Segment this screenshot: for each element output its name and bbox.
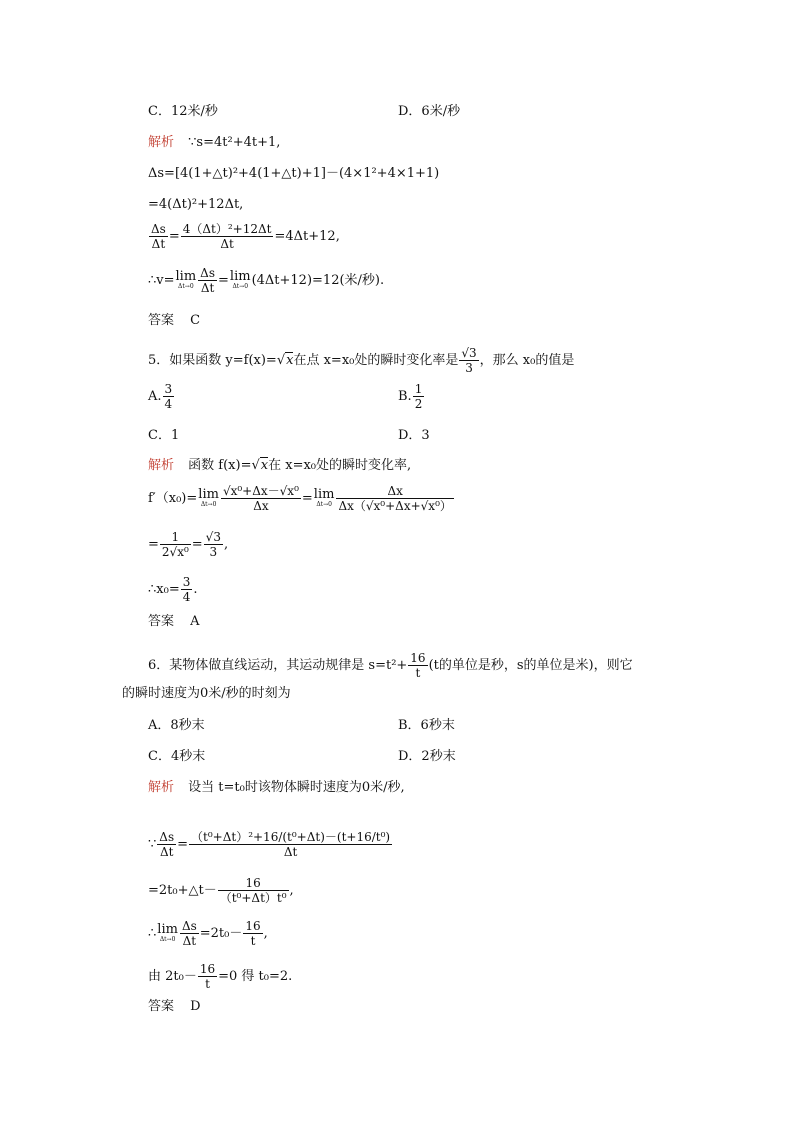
q4-analysis-line-2: Δs=[4(1+△t)²+4(1+△t)+1]－(4×1²+4×1+1) [148,166,440,181]
q4-analysis-line-1 [148,135,280,151]
q5-option-b: B. $\frac{1}{2}$ [398,382,423,411]
q6-analysis-label: 解析 [148,780,175,795]
q4-limit-fraction: $\frac{\Delta s}{\Delta t}$ [200,266,215,295]
q5-answer-line [148,614,200,630]
q4-analysis-line-3: =4(Δt)²+12Δt, [148,197,244,212]
q6-analysis-line-1: 解析 设当 t=t₀时该物体瞬时速度为0米/秒, [148,780,405,795]
q4-limit-2: lim Δt→0 [229,269,251,290]
q5-analysis-line-4: ∴x₀= $\frac{3}{4}$ . [148,575,198,604]
q5-analysis-line-1: 解析 函数 f(x)=√x在 x=x₀处的瞬时变化率, [148,458,412,473]
q5-analysis-line-3: = $\frac{1}{\text{2√x⁰}}$ = $\frac{√3}{3}$ , [148,530,229,559]
q4-answer: C [190,313,201,328]
q6-analysis-line-4: ∴ lim Δt→0 $\frac{\Delta s}{\Delta t}$ =2t₀－ $\frac{16}{t}$ , [148,919,268,948]
q4-analysis-line-5: ∴v= lim Δt→0 $\frac{\Delta s}{\Delta t}$ = lim Δt→0 (4Δt+12)=12(米/秒). [148,266,385,295]
q4-option-c: C．12米/秒 [148,104,218,119]
q5-stem: 5．如果函数 y=f(x)=√x在点 x=x₀处的瞬时变化率是 $\frac{√3}{3}$ ，那么 x₀的值是 [148,346,575,375]
q5-option-a: A. $\frac{3}{4}$ [148,382,173,411]
q6-analysis-line-3: =2t₀+△t－ $\frac{16}{\text{（t⁰+Δt）t⁰}}$ , [148,876,294,905]
q4-fraction-lhs: $\frac{\Delta s}{\Delta t}$ [151,222,166,251]
q5-deriv-fraction-1: $\frac{\text{√x⁰+Δx－√x⁰}}{\Delta x}$ [222,484,299,513]
q5-answer: A [190,614,200,629]
q6-answer-label: 答案 [148,999,175,1014]
q5-answer-label: 答案 [148,614,175,629]
q5-option-c: C．1 [148,428,180,443]
q6-answer-line [148,999,201,1015]
q5-option-d: D．3 [398,428,430,443]
q6-analysis-line-2: ∵ $\frac{\Delta s}{\Delta t}$ = $\frac{\text{（t⁰+Δt）²+16/(t⁰+Δt)－(t+16/t⁰)}}{\Delta t}$ [148,830,391,859]
q4-answer-label: 答案 [148,313,175,328]
q4-analysis-line-4: $\frac{\Delta s}{\Delta t}$ = $\frac{\text{4（Δt）²+12Δt}}{\Delta t}$ =4Δt+12, [151,222,340,251]
q6-stem-line-1: 6．某物体做直线运动，其运动规律是 s=t²+ $\frac{16}{t}$ (t的单位是秒，s的单位是米)，则它 [148,651,633,680]
q4-fraction-rhs: $\frac{\text{4（Δt）²+12Δt}}{\Delta t}$ [182,222,272,251]
q5-analysis-label: 解析 [148,458,175,473]
q5-analysis-line-2: f′（x₀)= lim Δt→0 $\frac{\text{√x⁰+Δx－√x⁰}}{\Delta x}$ = lim Δt→0 $\frac{\Delta x}{\text{Δx（√x⁰+Δx+√x⁰）}}$ [148,484,452,513]
q6-eq1-fraction: $\frac{\text{（t⁰+Δt）²+16/(t⁰+Δt)－(t+16/t⁰)}}{\Delta t}$ [191,830,391,859]
q4-analysis-text: ∵s=4t²+4t+1, [188,135,281,150]
q6-answer: D [190,999,201,1014]
q6-option-d: D．2秒末 [398,749,456,764]
q6-stem-line-2: 的瞬时速度为0米/秒的时刻为 [122,686,291,701]
q4-option-d: D．6米/秒 [398,104,461,119]
q6-option-c: C．4秒末 [148,749,206,764]
q6-analysis-line-5: 由 2t₀－ $\frac{16}{t}$ =0 得 t₀=2. [148,962,293,991]
q5-deriv-fraction-2: $\frac{\Delta x}{\text{Δx（√x⁰+Δx+√x⁰）}}$ [338,484,452,513]
q4-limit: lim Δt→0 [175,269,197,290]
q4-answer-line [148,313,200,329]
q6-option-a: A．8秒末 [148,718,205,733]
q6-option-b: B．6秒末 [398,718,455,733]
q5-stem-fraction: $\frac{√3}{3}$ [461,346,477,375]
q4-analysis-label: 解析 [148,135,175,150]
